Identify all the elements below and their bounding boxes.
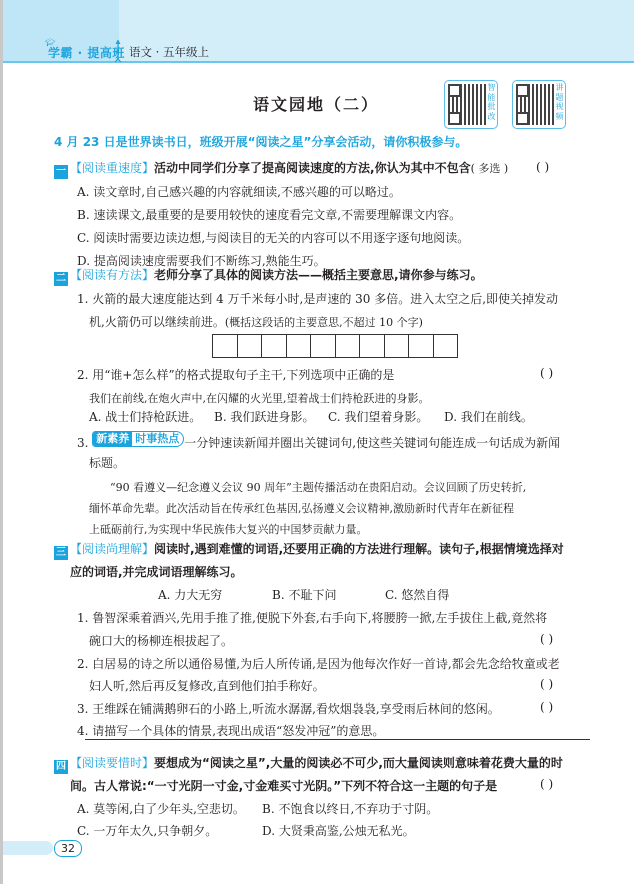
section-number: 四 bbox=[56, 761, 66, 772]
multi-select-note: ( 多选 ) bbox=[470, 162, 509, 175]
option-a: A. 读文章时,自己感兴趣的内容就细读,不感兴趣的可以略过。 bbox=[77, 185, 401, 199]
q2-stem: 2. 用“谁+怎么样”的格式提取句子主干,下列选项中正确的是 bbox=[77, 368, 395, 382]
page-number-bar bbox=[3, 841, 53, 855]
answer-paren[interactable]: ( ) bbox=[540, 677, 554, 691]
section-prompt: 要想成为“阅读之星”,大量的阅读必不可少,而大量阅读则意味着花费大量的时 bbox=[154, 756, 563, 770]
section-1-heading bbox=[54, 159, 508, 179]
choice-a: A. 力大无穷 bbox=[158, 588, 223, 602]
option-d: D. 提高阅读速度需要我们不断练习,熟能生巧。 bbox=[77, 254, 326, 268]
answer-char-boxes[interactable] bbox=[212, 334, 458, 358]
item-2-line2: 妇人听,然后再反复修改,直到他们拍手称好。 bbox=[89, 679, 325, 693]
arrow-up-icon bbox=[114, 39, 122, 62]
q2-option-b: B. 我们跃进身影。 bbox=[214, 410, 315, 424]
section-4-prompt-line2: 间。古人常说:“一寸光阴一寸金,寸金难买寸光阴。”下列不符合这一主题的句子是 bbox=[70, 779, 498, 793]
answer-paren[interactable]: ( ) bbox=[536, 160, 550, 174]
q3-number: 3. bbox=[77, 436, 89, 450]
badge-new-literacy: 新素养 bbox=[93, 432, 132, 446]
char-box[interactable] bbox=[385, 335, 410, 357]
page-title: 语文园地（二） bbox=[253, 95, 380, 114]
brand-title: 学霸 · 提高班 bbox=[48, 46, 125, 60]
char-box[interactable] bbox=[409, 335, 434, 357]
choice-c: C. 悠然自得 bbox=[385, 588, 450, 602]
q2-option-c: C. 我们望着身影。 bbox=[328, 410, 429, 424]
s4-option-c: C. 一万年太久,只争朝夕。 bbox=[77, 824, 218, 838]
answer-paren[interactable]: ( ) bbox=[540, 366, 554, 380]
q2-option-d: D. 我们在前线。 bbox=[444, 410, 533, 424]
char-box[interactable] bbox=[287, 335, 312, 357]
s4-option-b: B. 不饱食以终日,不弃功于寸阴。 bbox=[262, 802, 439, 816]
char-box[interactable] bbox=[213, 335, 238, 357]
section-3-heading bbox=[54, 540, 564, 560]
char-box[interactable] bbox=[311, 335, 336, 357]
q1-text: 机,火箭仍可以继续前进。 bbox=[89, 315, 225, 329]
section-tag: 【阅读要惜时】 bbox=[70, 756, 155, 770]
section-tag: 【阅读尚理解】 bbox=[70, 542, 155, 556]
item-4-line1: 4. 请描写一个具体的情景,表现出成语“怒发冲冠”的意思。 bbox=[77, 724, 385, 738]
left-edge-strip bbox=[0, 0, 3, 884]
char-box[interactable] bbox=[336, 335, 361, 357]
section-prompt: 老师分享了具体的阅读方法——概括主要意思,请你参与练习。 bbox=[154, 268, 483, 282]
section-2-heading bbox=[54, 266, 483, 286]
char-box[interactable] bbox=[360, 335, 385, 357]
answer-paren[interactable]: ( ) bbox=[540, 632, 554, 646]
qr-label: 讲题视频 bbox=[555, 83, 564, 121]
section-tag: 【阅读重速度】 bbox=[70, 161, 155, 175]
section-3-prompt-line2: 应的词语,并完成词语理解练习。 bbox=[70, 565, 243, 579]
graduation-cap-icon: 🎓︎ bbox=[45, 38, 56, 47]
qr-explain-video[interactable] bbox=[512, 80, 566, 129]
q1-line2 bbox=[89, 313, 423, 330]
section-prompt: 活动中同学们分享了提高阅读速度的方法,你认为其中不包含 bbox=[154, 161, 471, 175]
section-number: 一 bbox=[56, 166, 66, 177]
new-literacy-badge bbox=[92, 431, 184, 447]
item-3-line1: 3. 王维踩在铺满鹅卵石的小路上,听流水潺潺,看炊烟袅袅,享受雨后林间的悠闲。 bbox=[77, 702, 500, 716]
section-tag: 【阅读有方法】 bbox=[70, 268, 155, 282]
intro-text: 4 月 23 日是世界读书日，班级开展“阅读之星”分享会活动，请你积极参与。 bbox=[54, 135, 468, 149]
news-passage-line1: “90 看遵义—纪念遵义会议 90 周年”主题传播活动在贵阳启动。会议回顾了历史转折, bbox=[110, 481, 527, 494]
badge-current-affairs: 时事热点 bbox=[135, 432, 180, 445]
subject-grade: 语文 · 五年级上 bbox=[129, 45, 209, 59]
char-box[interactable] bbox=[262, 335, 287, 357]
q1-line1: 1. 火箭的最大速度能达到 4 万千米每小时,是声速的 30 多倍。进入太空之后,即使关掉发动 bbox=[77, 292, 559, 306]
q1-hint: (概括这段话的主要意思,不超过 10 个字) bbox=[224, 316, 423, 329]
answer-paren[interactable]: ( ) bbox=[540, 700, 554, 714]
answer-paren[interactable]: ( ) bbox=[540, 777, 554, 791]
char-box[interactable] bbox=[238, 335, 263, 357]
qr-smart-grading[interactable] bbox=[444, 80, 498, 129]
q2-sentence: 我们在前线,在炮火声中,在闪耀的火光里,望着战士们持枪跃进的身影。 bbox=[89, 392, 430, 405]
writing-answer-line[interactable] bbox=[85, 739, 590, 740]
s4-option-d: D. 大贤秉高鉴,公烛无私光。 bbox=[262, 824, 415, 838]
qr-code-icon bbox=[516, 84, 555, 125]
q3-line1 bbox=[77, 431, 560, 451]
section-4-heading bbox=[54, 754, 563, 774]
option-c: C. 阅读时需要边读边想,与阅读目的无关的内容可以不用逐字逐句地阅读。 bbox=[77, 231, 470, 245]
section-prompt: 阅读时,遇到难懂的词语,还要用正确的方法进行理解。读句子,根据情境选择对 bbox=[154, 542, 564, 556]
item-1-line2: 碗口大的杨柳连根拔起了。 bbox=[89, 634, 234, 648]
item-2-line1: 2. 白居易的诗之所以通俗易懂,为后人所传诵,是因为他每次作好一首诗,都会先念给牧童或老 bbox=[77, 657, 560, 671]
q3-line2: 标题。 bbox=[89, 456, 126, 470]
s4-option-a: A. 莫等闲,白了少年头,空悲切。 bbox=[77, 802, 245, 816]
option-b: B. 速读课文,最重要的是要用较快的速度看完文章,不需要理解课文内容。 bbox=[77, 208, 462, 222]
q2-option-a: A. 战士们持枪跃进。 bbox=[89, 410, 202, 424]
qr-label: 智能批改 bbox=[487, 83, 496, 121]
section-number: 二 bbox=[56, 273, 66, 284]
item-1-line1: 1. 鲁智深乘着酒兴,先用手推了推,便脱下外套,右手向下,将腰胯一掀,左手拔住上截,竟然将 bbox=[77, 611, 548, 625]
news-passage-line3: 上砥砺前行,为实现中华民族伟大复兴的中国梦贡献力量。 bbox=[89, 523, 368, 536]
section-number: 三 bbox=[56, 547, 66, 558]
news-passage-line2: 缅怀革命先辈。此次活动旨在传承红色基因,弘扬遵义会议精神,激励新时代青年在新征程 bbox=[89, 502, 514, 515]
qr-code-icon bbox=[448, 84, 487, 125]
char-box[interactable] bbox=[434, 335, 459, 357]
page-number: 32 bbox=[54, 840, 82, 857]
q3-text: 一分钟速读新闻并圈出关键词句,使这些关键词句能连成一句话成为新闻 bbox=[184, 436, 561, 450]
choice-b: B. 不耻下问 bbox=[272, 588, 337, 602]
